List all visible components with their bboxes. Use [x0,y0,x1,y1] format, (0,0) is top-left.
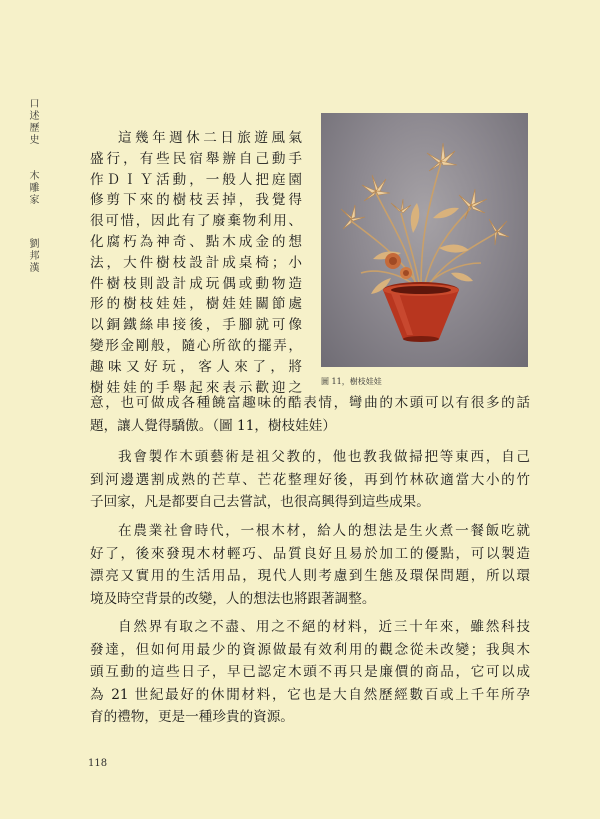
flower-sculpture-illustration [321,113,528,367]
vase [383,282,459,342]
flower-sculpture-photo [321,113,528,367]
paragraph-line: 題，讓人覺得驕傲。（圖 11，樹枝娃娃） [90,417,336,434]
topic-title: 木雕家 [27,170,38,206]
paragraph-line: 為 21 世紀最好的休閒材料，它也是大自然歷經數百或上千年所孕 [90,686,530,703]
paragraph-4 [90,616,530,729]
paragraph-1 [90,392,530,437]
intro-line: 樹娃娃的手舉起來表示歡迎之 [90,379,302,396]
intro-line: 以銅鐵絲串接後，手腳就可像 [90,317,302,334]
intro-line: 作ＤＩＹ活動，一般人把庭園 [90,171,302,188]
paragraph-line: 到河邊選割成熟的芒草、芒花整理好後，再到竹林砍適當大小的竹 [90,471,530,488]
intro-line: 很可惜，因此有了廢棄物利用、 [90,213,302,230]
series-title: 口述歷史 [27,98,38,146]
stems [351,163,496,288]
paragraph-line: 發達，但如何用最少的資源做最有效利用的觀念從未改變；我與木 [90,641,530,658]
intro-paragraph [90,128,302,398]
intro-line: 化腐朽為神奇、點木成金的想 [90,233,302,250]
intro-line: 件樹枝則設計成玩偶或動物造 [90,275,302,292]
intro-line: 盛行，有些民宿舉辦自己動手 [90,150,302,167]
intro-line: 形的樹枝娃娃，樹娃娃關節處 [90,296,302,313]
paragraph-line: 我會製作木頭藝術是祖父教的，他也教我做掃把等東西，自己 [118,449,530,465]
paragraph-line: 在農業社會時代，一根木材，給人的想法是生火煮一餐飯吃就 [118,523,530,539]
paragraph-line: 頭互動的這些日子，早已認定木頭不再只是廉價的商品，它可以成 [90,664,530,680]
intro-line: 趣味又好玩，客人來了，將 [90,358,302,375]
paragraph-line: 境及時空背景的改變，人的想法也將跟著調整。 [90,590,376,607]
paragraph-line: 育的禮物，更是一種珍貴的資源。 [90,709,294,725]
intro-line: 修剪下來的樹枝丟掉，我覺得 [90,192,302,209]
intro-line: 這幾年週休二日旅遊風氣 [118,130,302,146]
person-name: 劉邦漢 [27,238,38,274]
paragraph-2 [90,446,530,514]
paragraph-line: 子回家，凡是都要自己去嘗試，也很高興得到這些成果。 [90,494,430,510]
intro-line: 變形金剛般，隨心所欲的擺弄， [90,337,302,354]
figure-caption: 圖 11，樹枝娃娃 [321,377,382,386]
page-number: 118 [88,758,108,769]
paragraph-line: 漂亮又實用的生活用品，現代人則考慮到生態及環保問題，所以環 [90,568,530,584]
intro-line: 法，大件樹枝設計成桌椅；小 [90,254,302,271]
paragraph-line: 意，也可做成各種饒富趣味的酷表情，彎曲的木頭可以有很多的話 [90,395,530,411]
paragraph-line: 好了，後來發現木材輕巧、品質良好且易於加工的優點，可以製造 [90,545,530,562]
paragraph-line: 自然界有取之不盡、用之不絕的材料，近三十年來，雖然科技 [118,619,530,635]
paragraph-3 [90,520,530,610]
